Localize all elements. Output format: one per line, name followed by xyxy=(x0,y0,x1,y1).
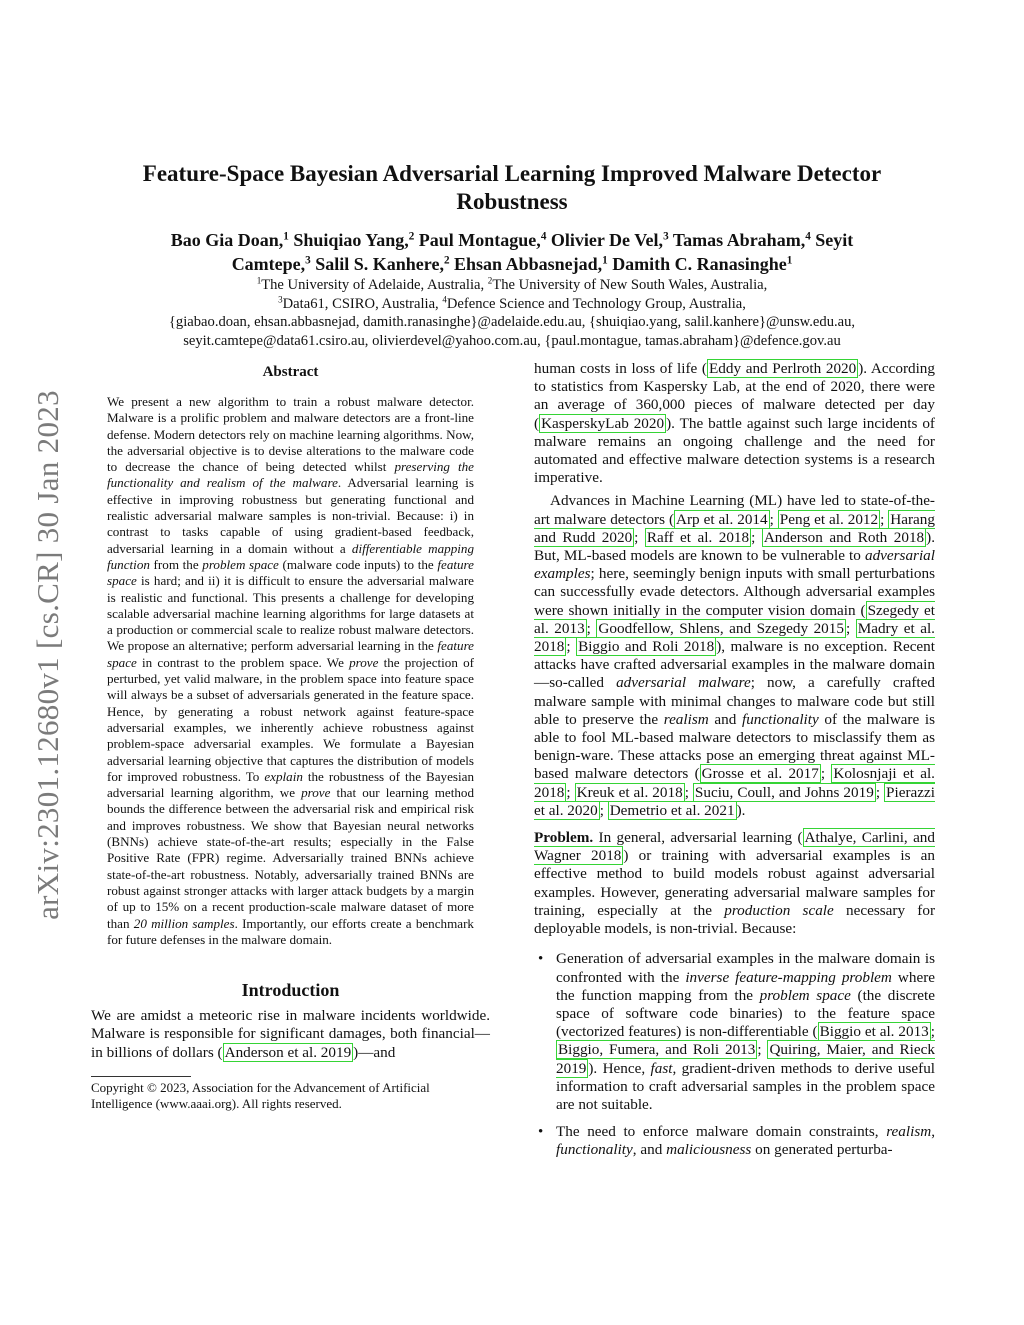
author-list: Bao Gia Doan,$^1$ Shuiqiao Yang,$^2$ Paul Montague,$^4$ Olivier De Vel,$^3$ Tamas Abraham,$^4$ Seyit Camtepe,$^3$ Salil S. Kanhere,$^2$ Ehsan Abbasnejad,$^1$ Damith C. Ranasinghe$^1$ xyxy=(170,230,854,274)
citation-link[interactable]: Raff et al. 2018 xyxy=(646,528,750,546)
citation-link[interactable]: Demetrio et al. 2021 xyxy=(609,801,735,819)
paper-title: Feature-Space Bayesian Adversarial Learning Improved Malware Detector Robustness xyxy=(142,161,882,214)
citation-link[interactable]: Arp et al. 2014 xyxy=(676,510,768,528)
intro-paragraph: We are amidst a meteoric rise in malware incidents worldwide. Malware is responsible for significant damages, both financial—in billions of dollars ( Anderson et al. 2019 )—and xyxy=(91,1007,490,1061)
citation-link[interactable]: Harang and Rudd 2020 xyxy=(534,510,935,546)
citation-link[interactable]: Kolosnjaji et al. 2018 xyxy=(534,765,935,801)
citation-link[interactable]: Szegedy et al. 2013 xyxy=(534,601,935,637)
left-column xyxy=(91,360,490,1113)
bullet-item: • Generation of adversarial examples in the malware domain is confronted with the inverse feature-mapping problem where the function mapping from the problem space (the discrete space of software code binaries) to the feature space (vectorized features) is non-differentiable ( Biggio et al. 2013 ; Biggio, Fumera, and Roli 2013 ; Quiring, Maier, and Rieck 2019 ). Hence, fast, gradient-driven methods to derive useful information to craft adversarial samples in the problem space are not suitable. xyxy=(534,950,935,1114)
citation-link[interactable]: Peng et al. 2012 xyxy=(779,510,879,528)
bullet-item: • The need to enforce malware domain constraints, realism, functionality, and maliciousness on generated perturba- xyxy=(534,1123,935,1159)
author-emails-line2: seyit.camtepe@data61.csiro.au, olivierdevel@yahoo.com.au, {paul.montague, tamas.abraham}@defence.gov.au xyxy=(183,332,841,349)
citation-link[interactable]: Grosse et al. 2017 xyxy=(701,765,819,783)
intro-paragraph-cont: human costs in loss of life ( Eddy and Perlroth 2020 ). According to statistics from Kaspersky Lab, at the end of 2020, there were an average of 360,000 pieces of malware detected per day ( KasperskyLab 2020 ). The battle against such large incidents of malware remains an ongoing challenge and the need for automated and effective malware detection systems is a research imperative. xyxy=(534,360,935,487)
citation-link[interactable]: Pierazzi et al. 2020 xyxy=(534,783,935,819)
abstract-text: We present a new algorithm to train a robust malware detector. Malware is a prolific problem and malware detectors are a front-line defense. Modern detectors rely on machine learning algorithms. Now, the adversarial objective is to devise alterations to the malware code to decrease the chance of being detected whilst preserving the functionality and realism of the malware. Adversarial learning is effective in improving robustness but generating functional and realistic adversarial malware samples is non-trivial. Because: i) in contrast to tasks capable of using gradient-based feedback, adversarial learning in a domain without a differentiable mapping function from the problem space (malware code inputs) to the feature space is hard; and ii) it is difficult to ensure the adversarial malware is realistic and functional. This presents a challenge for developing scalable adversarial machine learning algorithms for large datasets at a production or commercial scale to realize robust malware detectors. We propose an alternative; perform adversarial learning in the feature space in contrast to the problem space. We prove the projection of perturbed, yet valid malware, in the problem space into feature space will always be a subset of adversarials generated in the feature space. Hence, by generating a robust network against feature-space adversarial examples, we inherently achieve robustness against problem-space adversarial examples. We formulate a Bayesian adversarial learning objective that captures the distribution of models for improved robustness. To explain the robustness of the Bayesian adversarial learning algorithm, we prove that our learning method bounds the difference between the adversarial risk and empirical risk and improves robustness. We show that Bayesian neural networks (BNNs) achieve state-of-the-art results; especially in the False Positive Rate (FPR) regime. Adversarially trained BNNs achieve state-of-the-art robustness. Notably, adversarially trained BNNs are robust against stronger attacks with larger attack budgets by a margin of up to 15% on a recent production-scale malware dataset of more than 20 million samples. Importantly, our efforts create a benchmark for future defenses in the malware domain. xyxy=(107,394,475,947)
affiliations: $^1$The University of Adelaide, Australia, $^2$The University of New South Wales, Australia, $^3$Data61, CSIRO, Australia, $^4$Defence Science and Technology Group, Australia, {giabao.doan, ehsan.abbasnejad, damith.ranasinghe}@adelaide.edu.au, {shuiqiao.yang, salil.kanhere}@unsw.edu.au, seyit.camtepe@data61.csiro.au, olivierdevel@yahoo.com.au, {paul.montague, tamas.abraham}@defence.gov.au xyxy=(100,276,924,350)
abstract-heading: Abstract xyxy=(262,364,319,380)
citation-link[interactable]: Anderson and Roth 2018 xyxy=(763,528,925,546)
citation-link[interactable]: Biggio, Fumera, and Roli 2013 xyxy=(558,1041,756,1059)
citation-link[interactable]: Biggio et al. 2013 xyxy=(819,1023,929,1041)
copyright-footnote: Copyright © 2023, Association for the Advancement of Artificial Intelligence (www.aaai.org). All rights reserved. xyxy=(91,1079,430,1112)
problem-paragraph: Problem. In general, adversarial learning ( Athalye, Carlini, and Wagner 2018 ) or training with adversarial examples is an effective method to build models robust against adversarial examples. However, generating adversarial malware samples for training, especially at the production scale necessary for deployable models, is non-trivial. Because: xyxy=(534,829,935,938)
citation-link[interactable]: Eddy and Perlroth 2020 xyxy=(709,360,857,377)
author-emails-line1: {giabao.doan, ehsan.abbasnejad, damith.ranasinghe}@adelaide.edu.au, {shuiqiao.yang, salil.kanhere}@unsw.edu.au, xyxy=(168,314,856,330)
arxiv-sidebar-stamp xyxy=(28,365,68,945)
bullet-marker: • xyxy=(538,1124,544,1141)
arxiv-id: arXiv:2301.12680v1 [cs.CR] 30 Jan 2023 xyxy=(30,390,65,920)
citation-link[interactable]: Madry et al. 2018 xyxy=(534,619,935,656)
citation-link[interactable]: Athalye, Carlini, and Wagner 2018 xyxy=(534,829,935,865)
bullet-marker: • xyxy=(538,951,544,968)
citation-link[interactable]: Anderson et al. 2019 xyxy=(224,1043,352,1061)
citation-link[interactable]: KasperskyLab 2020 xyxy=(541,414,665,432)
introduction-heading: Introduction xyxy=(241,980,340,1001)
citation-link[interactable]: Biggio and Roli 2018 xyxy=(578,638,715,656)
right-column xyxy=(534,360,935,1160)
footnote-rule xyxy=(91,1076,191,1077)
problem-label: Problem. xyxy=(534,829,594,847)
citation-link[interactable]: Kreuk et al. 2018 xyxy=(576,783,683,801)
citation-link[interactable]: Goodfellow, Shlens, and Szegedy 2015 xyxy=(598,619,844,637)
citation-link[interactable]: Suciu, Coull, and Johns 2019 xyxy=(694,783,874,801)
ml-paragraph: Advances in Machine Learning (ML) have led to state-of-the-art malware detectors ( Arp et al. 2014 ; Peng et al. 2012 ; Harang and Rudd 2020 ; Raff et al. 2018 ; Anderson and Roth 2018 ). But, ML-based models are known to be vulnerable to adversarial examples; here, seemingly benign inputs with small perturbations can successfully evade detectors. Although adversarial examples were shown initially in the computer vision domain ( Szegedy et al. 2013 ; Goodfellow, Shlens, and Szegedy 2015 ; Madry et al. 2018 ; Biggio and Roli 2018 ), malware is no exception. Recent attacks have crafted adversarial examples in the malware domain—so-called adversarial malware; now, a carefully crafted malware sample with minimal changes to malware code but still able to preserve the realism and functionality of the malware is able to fool ML-based malware detectors to misclassify them as benign-ware. These attacks pose an emerging threat against ML-based malware detectors ( Grosse et al. 2017 ; Kolosnjaji et al. 2018 ; Kreuk et al. 2018 ; Suciu, Coull, and Johns 2019 ; Pierazzi et al. 2020 ; Demetrio et al. 2021 ). xyxy=(534,492,935,819)
citation-link[interactable]: Quiring, Maier, and Rieck 2019 xyxy=(556,1041,935,1077)
